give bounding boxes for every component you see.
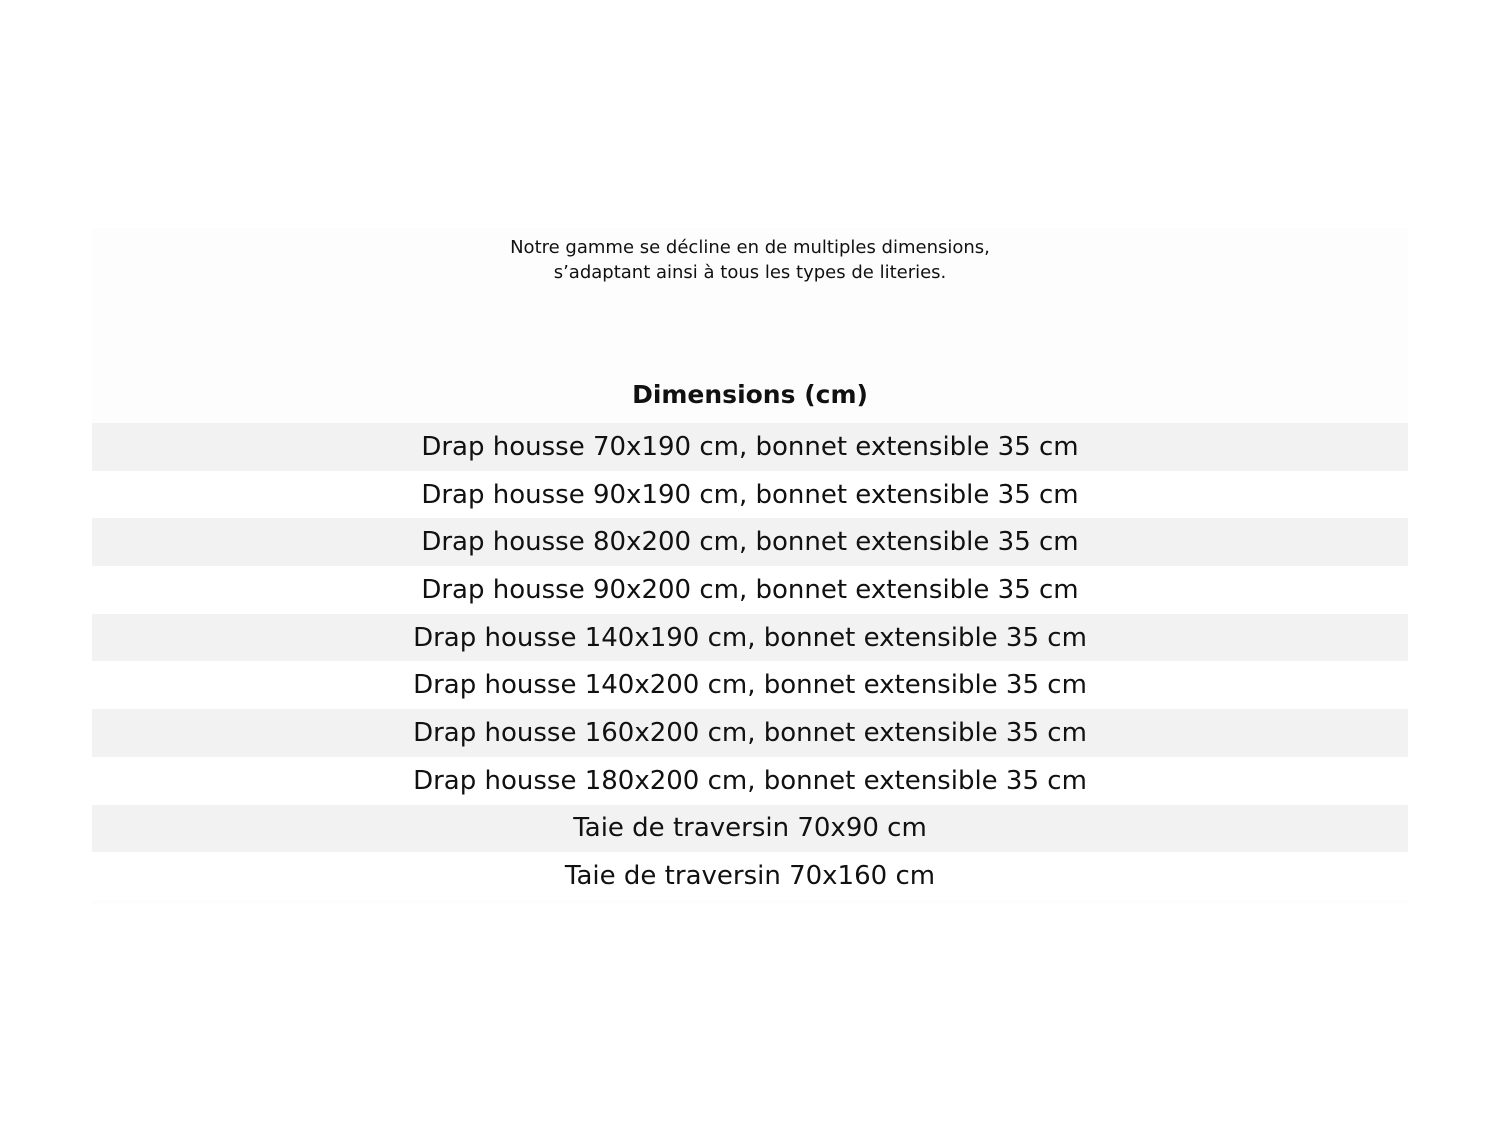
intro-line-2: s’adaptant ainsi à tous les types de literies. — [553, 262, 947, 283]
table-row: Taie de traversin 70x160 cm — [92, 852, 1408, 900]
table-row: Drap housse 140x200 cm, bonnet extensible 35 cm — [92, 661, 1408, 709]
table-row: Drap housse 70x190 cm, bonnet extensible 35 cm — [92, 423, 1408, 471]
intro-line-1: Notre gamme se décline en de multiples dimensions, — [510, 237, 990, 258]
table-row: Drap housse 90x200 cm, bonnet extensible 35 cm — [92, 566, 1408, 614]
intro-text — [0, 235, 1500, 285]
table-row: Drap housse 90x190 cm, bonnet extensible 35 cm — [92, 471, 1408, 519]
table-row: Drap housse 140x190 cm, bonnet extensible 35 cm — [92, 614, 1408, 662]
table-row: Taie de traversin 70x90 cm — [92, 805, 1408, 853]
dimensions-table-header: Dimensions (cm) — [632, 380, 868, 409]
table-row: Drap housse 160x200 cm, bonnet extensible 35 cm — [92, 709, 1408, 757]
dimensions-table — [92, 423, 1408, 900]
table-row: Drap housse 80x200 cm, bonnet extensible 35 cm — [92, 518, 1408, 566]
table-row: Drap housse 180x200 cm, bonnet extensible 35 cm — [92, 757, 1408, 805]
